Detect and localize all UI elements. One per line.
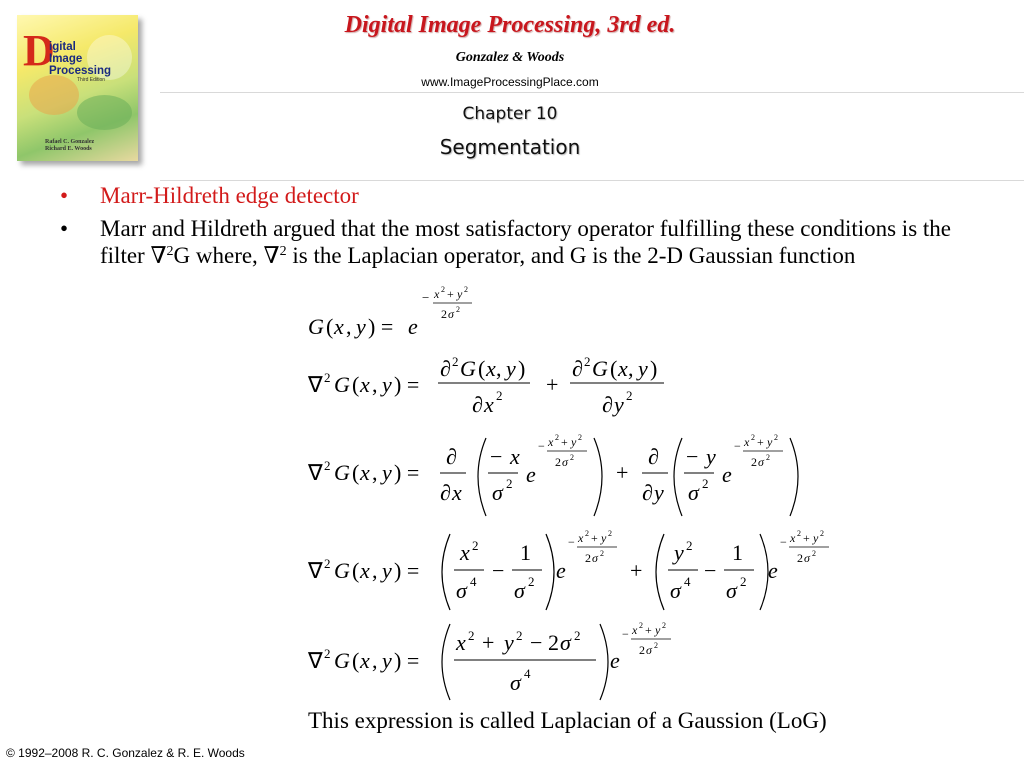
svg-text:+: + xyxy=(616,460,629,485)
svg-text:σ: σ xyxy=(560,630,571,655)
svg-text:+: + xyxy=(757,435,764,449)
svg-text:2: 2 xyxy=(472,538,479,553)
svg-text:x: x xyxy=(360,648,370,673)
svg-text:σ: σ xyxy=(510,670,521,695)
svg-text:2: 2 xyxy=(506,476,513,491)
svg-text:2: 2 xyxy=(570,453,574,462)
svg-text:∇: ∇ xyxy=(308,648,323,673)
svg-text:∇: ∇ xyxy=(308,460,323,485)
svg-text:e: e xyxy=(526,462,536,487)
svg-text:) =: ) = xyxy=(394,648,420,673)
svg-text:2: 2 xyxy=(686,538,693,553)
svg-text:y: y xyxy=(356,314,366,339)
svg-text:x: x xyxy=(790,531,796,545)
cover-edition: Third Edition xyxy=(77,77,106,83)
svg-text:x: x xyxy=(632,623,638,637)
svg-text:2: 2 xyxy=(324,556,331,571)
svg-text:G: G xyxy=(334,460,350,485)
bullet-text: Marr and Hildreth argued that the most satisfactory operator fulfilling these conditions is the filter ∇$^2$G where, ∇$^2$ is the Laplacian operator, and G is the 2-D Gaussian function xyxy=(100,216,951,268)
svg-text:e: e xyxy=(610,648,620,673)
svg-text:2: 2 xyxy=(639,621,643,630)
svg-text:2: 2 xyxy=(578,433,582,442)
svg-text:σ: σ xyxy=(562,455,568,469)
svg-text:2: 2 xyxy=(441,285,445,294)
svg-text:x: x xyxy=(334,314,344,339)
svg-text:σ: σ xyxy=(758,455,764,469)
svg-text:2: 2 xyxy=(324,646,331,661)
svg-text:2: 2 xyxy=(516,628,523,643)
svg-text:2: 2 xyxy=(324,370,331,385)
book-authors: Gonzalez & Woods xyxy=(455,50,565,65)
svg-text:) =: ) = xyxy=(394,460,420,485)
svg-text:2: 2 xyxy=(626,388,633,403)
svg-text:2: 2 xyxy=(797,529,801,538)
svg-text:2: 2 xyxy=(820,529,824,538)
svg-text:+: + xyxy=(561,435,568,449)
svg-text:2: 2 xyxy=(584,354,591,369)
svg-text:x: x xyxy=(360,372,370,397)
svg-text:x: x xyxy=(486,356,496,381)
svg-text:2: 2 xyxy=(456,305,460,314)
svg-text:x: x xyxy=(510,444,520,469)
bullet-text: Marr-Hildreth edge detector xyxy=(100,183,359,208)
svg-text:y: y xyxy=(654,480,664,505)
svg-text:G: G xyxy=(334,372,350,397)
svg-text:−: − xyxy=(422,290,430,305)
svg-text:σ: σ xyxy=(726,578,737,603)
svg-text:) =: ) = xyxy=(368,314,394,339)
svg-text:y: y xyxy=(813,531,819,545)
svg-text:x: x xyxy=(460,540,470,565)
equation-laplacian-definition xyxy=(300,350,680,430)
svg-text:∇: ∇ xyxy=(308,558,323,583)
svg-text:y: y xyxy=(382,460,392,485)
svg-text:σ: σ xyxy=(514,578,525,603)
svg-text:y: y xyxy=(571,435,577,449)
svg-text:) =: ) = xyxy=(394,372,420,397)
svg-text:σ: σ xyxy=(456,578,467,603)
svg-text:∂: ∂ xyxy=(472,392,483,417)
svg-text:e: e xyxy=(556,558,566,583)
svg-text:x: x xyxy=(360,558,370,583)
svg-text:y: y xyxy=(655,623,661,637)
svg-text:x: x xyxy=(618,356,628,381)
svg-text:2: 2 xyxy=(608,529,612,538)
book-title: Digital Image Processing, 3rd ed. xyxy=(344,12,676,38)
svg-text:+: + xyxy=(803,531,810,545)
cover-authors: Rafael C. Gonzalez Richard E. Woods xyxy=(45,139,95,152)
book-cover-image xyxy=(17,15,138,161)
copyright-footer: © 1992–2008 R. C. Gonzalez & R. E. Woods xyxy=(6,746,245,760)
header-divider xyxy=(160,92,1024,93)
bullet-marker: • xyxy=(60,216,69,241)
svg-text:−: − xyxy=(686,444,699,469)
svg-text:(: ( xyxy=(352,648,360,673)
equation-log-final xyxy=(300,620,700,707)
svg-text:G: G xyxy=(592,356,608,381)
svg-text:2: 2 xyxy=(774,433,778,442)
svg-text:∂: ∂ xyxy=(648,444,659,469)
svg-text:x: x xyxy=(452,480,462,505)
cover-letter: D xyxy=(23,26,55,75)
svg-text:y: y xyxy=(382,648,392,673)
svg-text:) =: ) = xyxy=(394,558,420,583)
svg-text:−: − xyxy=(734,439,741,453)
svg-text:σ: σ xyxy=(448,307,454,321)
svg-text:G: G xyxy=(334,558,350,583)
equation-gaussian xyxy=(300,280,500,353)
svg-text:2: 2 xyxy=(639,643,645,657)
website-url: www.ImageProcessingPlace.com xyxy=(421,75,599,89)
svg-text:y: y xyxy=(601,531,607,545)
svg-text:+: + xyxy=(482,630,495,655)
svg-text:1: 1 xyxy=(732,540,743,565)
svg-text:2: 2 xyxy=(766,453,770,462)
svg-text:2: 2 xyxy=(452,354,459,369)
svg-text:1: 1 xyxy=(520,540,531,565)
svg-text:∂: ∂ xyxy=(446,444,457,469)
svg-text:,: , xyxy=(372,372,378,397)
svg-text:y: y xyxy=(506,356,516,381)
svg-text:σ: σ xyxy=(646,643,652,657)
chapter-title: Segmentation xyxy=(439,135,581,159)
svg-text:x: x xyxy=(360,460,370,485)
svg-text:−: − xyxy=(530,630,543,655)
svg-text:y: y xyxy=(767,435,773,449)
svg-text:y: y xyxy=(382,372,392,397)
svg-text:G: G xyxy=(334,648,350,673)
svg-text:2: 2 xyxy=(468,628,475,643)
svg-text:,: , xyxy=(628,356,634,381)
svg-text:,: , xyxy=(372,648,378,673)
svg-text:4: 4 xyxy=(470,574,477,589)
svg-text:(: ( xyxy=(352,372,360,397)
svg-text:2: 2 xyxy=(751,433,755,442)
svg-text:∂: ∂ xyxy=(440,480,451,505)
svg-text:2: 2 xyxy=(600,549,604,558)
svg-text:e: e xyxy=(768,558,778,583)
svg-text:y: y xyxy=(638,356,648,381)
equation-derivative-step xyxy=(300,432,820,527)
svg-text:2: 2 xyxy=(654,641,658,650)
svg-text:2: 2 xyxy=(812,549,816,558)
svg-text:−: − xyxy=(704,558,717,583)
svg-text:x: x xyxy=(456,630,466,655)
svg-text:2: 2 xyxy=(464,285,468,294)
svg-text:σ: σ xyxy=(688,480,699,505)
svg-text:,: , xyxy=(372,558,378,583)
svg-text:(: ( xyxy=(326,314,334,339)
svg-text:+: + xyxy=(546,372,559,397)
svg-text:−: − xyxy=(492,558,505,583)
svg-text:2: 2 xyxy=(324,458,331,473)
svg-text:4: 4 xyxy=(524,666,531,681)
svg-text:): ) xyxy=(650,356,658,381)
svg-text:y: y xyxy=(614,392,624,417)
svg-text:∂: ∂ xyxy=(642,480,653,505)
svg-text:−: − xyxy=(780,535,787,549)
svg-text:σ: σ xyxy=(492,480,503,505)
svg-text:2: 2 xyxy=(548,630,559,655)
svg-text:−: − xyxy=(538,439,545,453)
svg-text:σ: σ xyxy=(670,578,681,603)
svg-text:y: y xyxy=(457,287,463,301)
svg-text:σ: σ xyxy=(592,551,598,565)
svg-text:2: 2 xyxy=(585,551,591,565)
svg-text:+: + xyxy=(630,558,643,583)
svg-text:2: 2 xyxy=(585,529,589,538)
svg-text:(: ( xyxy=(352,558,360,583)
svg-text:2: 2 xyxy=(496,388,503,403)
svg-text:): ) xyxy=(518,356,526,381)
svg-text:2: 2 xyxy=(574,628,581,643)
svg-text:+: + xyxy=(645,623,652,637)
svg-text:,: , xyxy=(372,460,378,485)
bullet-marker: • xyxy=(60,183,69,208)
svg-text:∂: ∂ xyxy=(440,356,451,381)
svg-text:y: y xyxy=(706,444,716,469)
cover-title: igital Image Processing xyxy=(49,41,111,77)
svg-text:y: y xyxy=(504,630,514,655)
svg-text:−: − xyxy=(568,535,575,549)
svg-text:+: + xyxy=(591,531,598,545)
svg-text:(: ( xyxy=(610,356,618,381)
svg-text:2: 2 xyxy=(740,574,747,589)
svg-text:G: G xyxy=(460,356,476,381)
svg-text:∂: ∂ xyxy=(572,356,583,381)
svg-text:(: ( xyxy=(352,460,360,485)
svg-text:2: 2 xyxy=(555,433,559,442)
svg-text:y: y xyxy=(674,540,684,565)
svg-text:e: e xyxy=(408,314,418,339)
svg-text:y: y xyxy=(382,558,392,583)
svg-text:2: 2 xyxy=(528,574,535,589)
svg-text:(: ( xyxy=(478,356,486,381)
svg-text:σ: σ xyxy=(804,551,810,565)
svg-text:x: x xyxy=(434,287,440,301)
svg-text:2: 2 xyxy=(751,455,757,469)
svg-text:2: 2 xyxy=(555,455,561,469)
svg-text:−: − xyxy=(622,627,629,641)
svg-text:,: , xyxy=(346,314,352,339)
svg-text:2: 2 xyxy=(441,307,447,321)
svg-text:2: 2 xyxy=(797,551,803,565)
svg-text:x: x xyxy=(744,435,750,449)
svg-text:G: G xyxy=(308,314,324,339)
svg-text:2: 2 xyxy=(702,476,709,491)
svg-text:,: , xyxy=(496,356,502,381)
svg-text:e: e xyxy=(722,462,732,487)
equation-expanded-form xyxy=(300,528,850,618)
chapter-number: Chapter 10 xyxy=(462,104,558,124)
svg-text:−: − xyxy=(490,444,503,469)
svg-text:∂: ∂ xyxy=(602,392,613,417)
title-divider xyxy=(160,180,1024,181)
svg-text:∇: ∇ xyxy=(308,372,323,397)
svg-text:2: 2 xyxy=(662,621,666,630)
log-caption: This expression is called Laplacian of a Gaussion (LoG) xyxy=(308,708,827,733)
svg-text:x: x xyxy=(578,531,584,545)
svg-text:4: 4 xyxy=(684,574,691,589)
svg-text:x: x xyxy=(548,435,554,449)
svg-text:+: + xyxy=(447,287,454,301)
svg-text:x: x xyxy=(484,392,494,417)
